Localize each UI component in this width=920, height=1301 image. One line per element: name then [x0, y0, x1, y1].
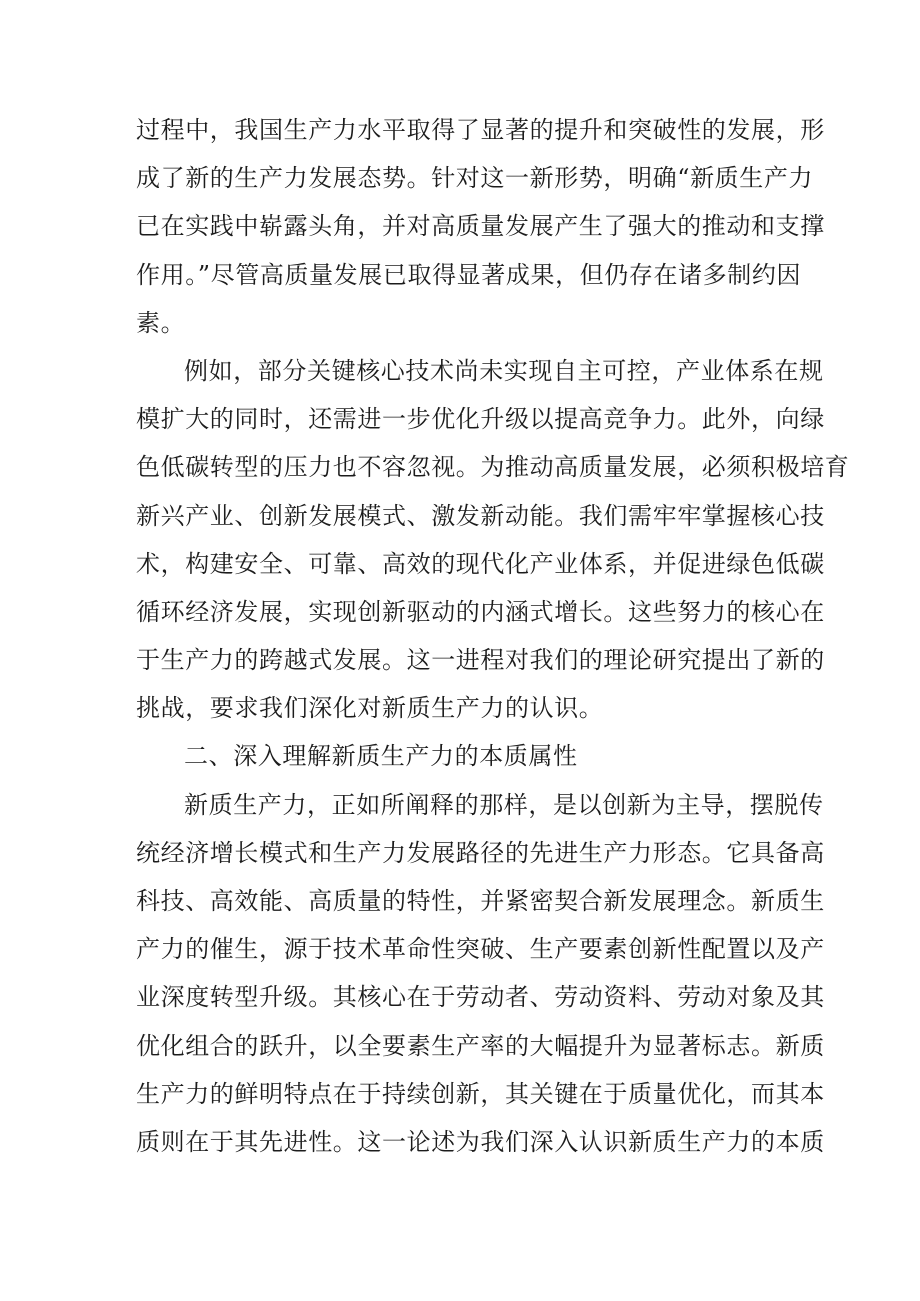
- section-heading: [136, 732, 786, 780]
- text-line: 生产力的鲜明特点在于持续创新，其关键在于质量优化，而其本: [136, 1079, 825, 1108]
- text-line: 产力的催生，源于技术革命性突破、生产要素创新性配置以及产: [136, 935, 825, 964]
- text-line: 循环经济发展，实现创新驱动的内涵式增长。这些努力的核心在: [136, 597, 825, 626]
- paragraph-3: [136, 781, 825, 1167]
- text-line: 质则在于其先进性。这一论述为我们深入认识新质生产力的本质: [136, 1127, 825, 1156]
- text-line: 统经济增长模式和生产力发展路径的先进生产力形态。它具备高: [136, 838, 825, 867]
- text-line: 成了新的生产力发展态势。针对这一新形势，明确“新质生产力: [136, 164, 814, 193]
- text-line: 优化组合的跃升，以全要素生产率的大幅提升为显著标志。新质: [136, 1031, 825, 1060]
- text-line: 模扩大的同时，还需进一步优化升级以提高竞争力。此外，向绿: [136, 405, 825, 434]
- paragraph-1: [136, 106, 825, 347]
- text-line: 业深度转型升级。其核心在于劳动者、劳动资料、劳动对象及其: [136, 983, 825, 1012]
- text-line: 例如，部分关键核心技术尚未实现自主可控，产业体系在规: [184, 356, 824, 385]
- text-line: 科技、高效能、高质量的特性，并紧密契合新发展理念。新质生: [136, 887, 825, 915]
- text-line: 于生产力的跨越式发展。这一进程对我们的理论研究提出了新的: [136, 646, 825, 675]
- text-line: 过程中，我国生产力水平取得了显著的提升和突破性的发展，形: [136, 116, 825, 144]
- text-line: 新兴产业、创新发展模式、激发新动能。我们需牢牢掌握核心技: [136, 501, 825, 530]
- text-line: 素。: [136, 308, 186, 337]
- text-line: 作用。”尽管高质量发展已取得显著成果，但仍存在诸多制约因: [136, 260, 802, 289]
- text-line: 挑战，要求我们深化对新质生产力的认识。: [136, 694, 604, 723]
- text-line: 术，构建安全、可靠、高效的现代化产业体系，并促进绿色低碳: [136, 549, 825, 578]
- section-heading-text: 二、深入理解新质生产力的本质属性: [184, 742, 578, 771]
- text-line: 已在实践中崭露头角，并对高质量发展产生了强大的推动和支撑: [136, 212, 825, 241]
- paragraph-2: [136, 347, 850, 733]
- document-body: [136, 106, 850, 1166]
- text-line: 新质生产力，正如所阐释的那样，是以创新为主导，摆脱传: [184, 790, 824, 819]
- text-line: 色低碳转型的压力也不容忽视。为推动高质量发展，必须积极培育: [136, 453, 850, 482]
